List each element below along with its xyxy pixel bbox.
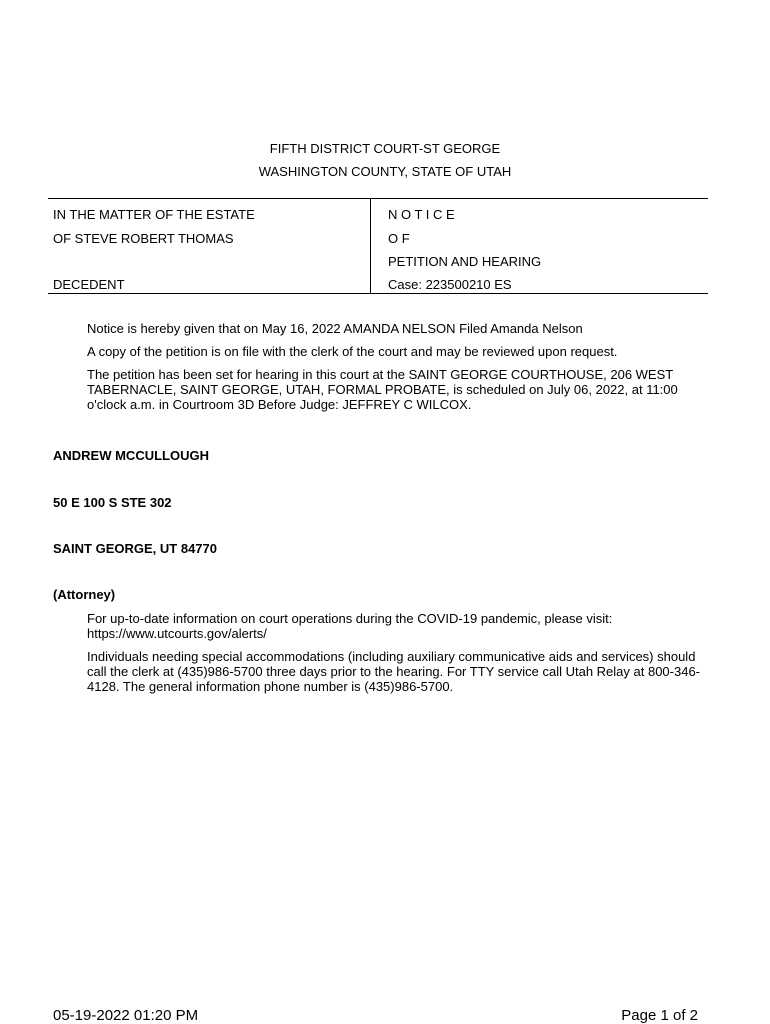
caption-parties [53, 199, 363, 293]
attorney-role: (Attorney) [53, 587, 116, 602]
caption-petition-hearing: PETITION AND HEARING [388, 254, 542, 269]
footer-page-number: Page 1 of 2 [621, 1007, 698, 1024]
caption-estate-name: OF STEVE ROBERT THOMAS [53, 231, 234, 246]
notice-hearing-paragraph: The petition has been set for hearing in this court at the SAINT GEORGE COURTHOUSE, 206 WEST TABERNACLE, SAINT GEORGE, UTAH, FORMAL PROBATE, is scheduled on July 06, 2022, at 11:00 o'clock a.m. in Courtroom 3D Before Judge: JEFFREY C WILCOX. [87, 367, 678, 412]
case-caption [48, 198, 708, 294]
covid-info-paragraph: For up-to-date information on court operations during the COVID-19 pandemic, please visit: https://www.utcourts.gov/alerts/ [87, 611, 613, 641]
court-header [0, 137, 770, 183]
court-county: WASHINGTON COUNTY, STATE OF UTAH [258, 164, 512, 179]
caption-decedent: DECEDENT [53, 277, 125, 292]
info-section [87, 611, 702, 702]
caption-notice: N O T I C E [388, 207, 455, 222]
notice-filed-paragraph: Notice is hereby given that on May 16, 2022 AMANDA NELSON Filed Amanda Nelson [87, 321, 583, 336]
footer-timestamp: 05-19-2022 01:20 PM [53, 1007, 199, 1024]
caption-divider [370, 199, 371, 293]
notice-body [87, 321, 697, 420]
case-number: Case: 223500210 ES [388, 277, 512, 292]
court-name: FIFTH DISTRICT COURT-ST GEORGE [269, 141, 501, 156]
attorney-name: ANDREW MCCULLOUGH [53, 448, 209, 463]
caption-of: O F [388, 231, 410, 246]
attorney-address-line1: 50 E 100 S STE 302 [53, 495, 172, 510]
caption-title [388, 199, 708, 293]
caption-matter-line: IN THE MATTER OF THE ESTATE [53, 207, 255, 222]
notice-copy-paragraph: A copy of the petition is on file with the clerk of the court and may be reviewed upon request. [87, 344, 618, 359]
accommodations-paragraph: Individuals needing special accommodations (including auxiliary communicative aids and services) should call the clerk at (435)986-5700 three days prior to the hearing. For TTY service call Utah Relay at 800-346-4128. The general information phone number is (435)986-5700. [87, 649, 700, 694]
attorney-address-line2: SAINT GEORGE, UT 84770 [53, 541, 217, 556]
